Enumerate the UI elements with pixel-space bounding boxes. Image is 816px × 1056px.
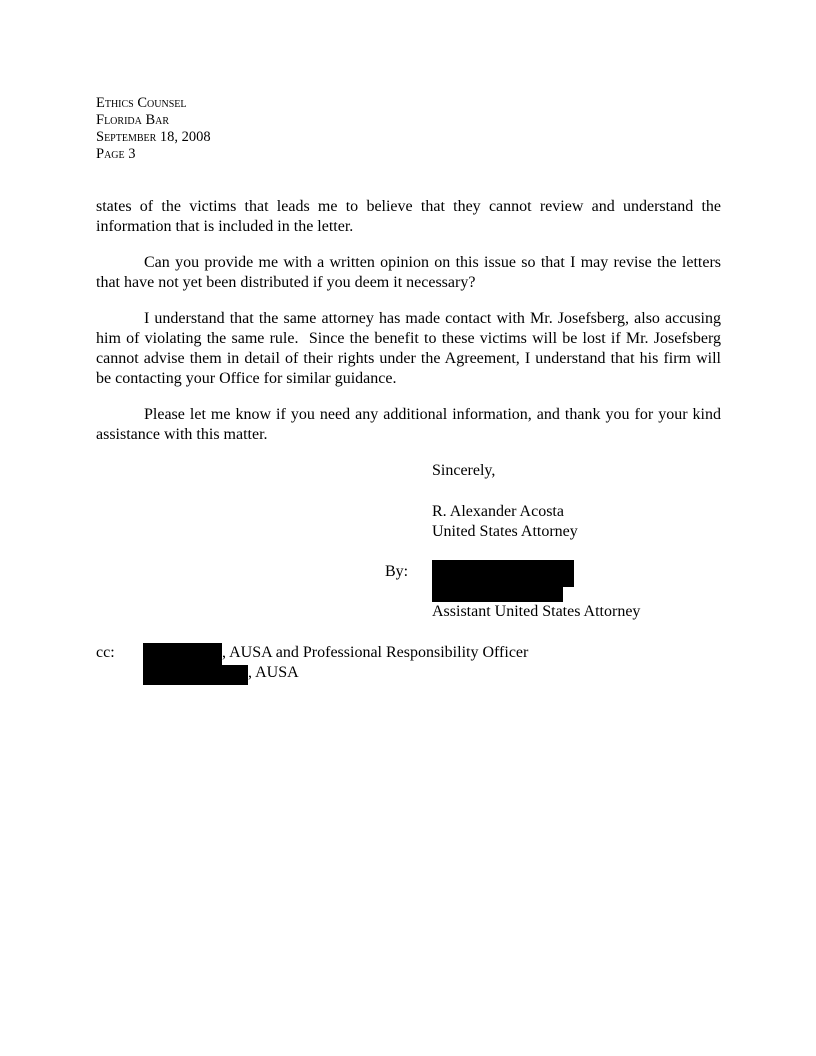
header-date: September 18, 2008 <box>96 129 211 145</box>
cc-recipient-2-suffix: , AUSA <box>248 664 299 681</box>
by-label: By: <box>385 563 409 580</box>
signer-name: R. Alexander Acosta <box>432 503 564 520</box>
body-paragraph-4: Please let me know if you need any additional information, and thank you for your kind assistance with this matter. <box>96 406 721 443</box>
assistant-attorney-title: Assistant United States Attorney <box>432 603 641 620</box>
redaction-bar <box>432 560 574 587</box>
body-paragraph-1: states of the victims that leads me to believe that they cannot review and understand the information that is included in the letter. <box>96 198 721 235</box>
redacted-signature-block <box>432 560 574 602</box>
header-recipient: Ethics Counsel <box>96 95 187 111</box>
signature-block <box>432 502 578 542</box>
letter-header-block <box>96 95 211 163</box>
body-paragraph-2: Can you provide me with a written opinion on this issue so that I may revise the letters that have not yet been distributed if you deem it necessary? <box>96 254 721 291</box>
redaction-bar <box>143 665 248 685</box>
body-paragraph-3: I understand that the same attorney has made contact with Mr. Josefsberg, also accusing him of violating the same rule. Since the benefit to these victims will be lost if Mr. Josefsberg cannot advise them in detail of their rights under the Agreement, I understand that his firm will be contacting your Office for similar guidance. <box>96 310 721 387</box>
header-page-number: Page 3 <box>96 146 136 162</box>
cc-recipient-1-suffix: , AUSA and Professional Responsibility Officer <box>222 644 529 661</box>
redaction-bar <box>432 587 563 602</box>
redaction-bar <box>143 643 222 665</box>
signer-title: United States Attorney <box>432 523 578 540</box>
header-organization: Florida Bar <box>96 112 170 128</box>
cc-label: cc: <box>96 644 115 661</box>
closing-salutation: Sincerely, <box>432 462 496 479</box>
